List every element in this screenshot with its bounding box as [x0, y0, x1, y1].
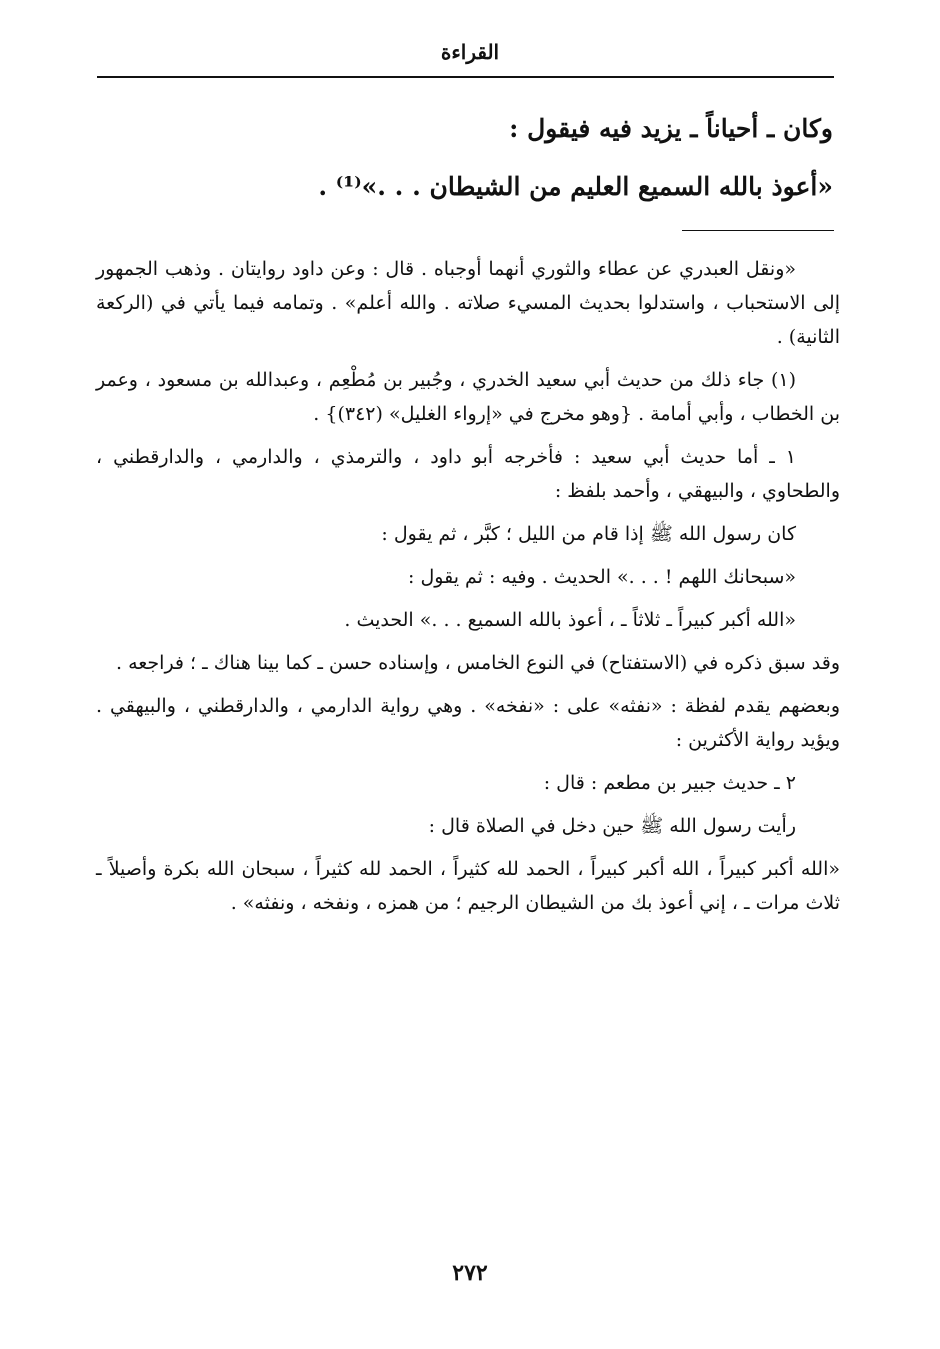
footnote-paragraph: ١ ـ أما حديث أبي سعيد : فأخرجه أبو داود ، والترمذي ، والدارمي ، والدارقطني ، والطحاوي ، والبيهقي ، وأحمد بلفظ :: [96, 446, 840, 502]
footnote-paragraph: «سبحانك اللهم ! . . .» الحديث . وفيه : ثم يقول :: [408, 566, 796, 588]
main-text-line: «أعوذ بالله السميع العليم من الشيطان . . .»⁽¹⁾ .: [318, 172, 833, 201]
footnote-paragraph: «الله أكبر كبيراً ، الله أكبر كبيراً ، الحمد لله كثيراً ، الحمد لله كثيراً ، سبحان الله بكرة وأصيلاً ـ ثلاث مرات ـ ، إني أعوذ بك من الشيطان الرجيم ؛ من همزه ، ونفخه ، ونفثه» .: [96, 858, 840, 914]
footnote-paragraph: «الله أكبر كبيراً ـ ثلاثاً ـ ، أعوذ بالله السميع . . .» الحديث .: [344, 609, 796, 631]
footnote-separator: [682, 230, 834, 231]
footnote-paragraph: (١) جاء ذلك من حديث أبي سعيد الخدري ، وجُبير بن مُطْعِم ، وعبدالله بن مسعود ، وعمر بن الخطاب ، وأبي أمامة . {وهو مخرج في «إرواء الغليل» (٣٤٢)} .: [96, 369, 840, 425]
footnote-paragraph: وقد سبق ذكره في (الاستفتاح) في النوع الخامس ، وإسناده حسن ـ كما بينا هناك ـ ؛ فراجعه .: [115, 652, 840, 674]
main-text: [150, 100, 833, 216]
footnote-paragraph: ٢ ـ حديث جبير بن مطعم : قال :: [543, 772, 796, 794]
footnote-paragraph: رأيت رسول الله ﷺ حين دخل في الصلاة قال :: [428, 815, 796, 837]
footnote-paragraph: كان رسول الله ﷺ إذا قام من الليل ؛ كبَّر ، ثم يقول :: [381, 523, 796, 545]
footnote-paragraph: وبعضهم يقدم لفظة : «نفثه» على : «نفخه» . وهي رواية الدارمي ، والدارقطني ، والبيهقي . ويؤيد رواية الأكثرين :: [96, 695, 840, 751]
main-text-line: وكان ـ أحياناً ـ يزيد فيه فيقول :: [509, 114, 833, 143]
running-header-title: القراءة: [440, 40, 500, 64]
footnote-paragraph: «ونقل العبدري عن عطاء والثوري أنهما أوجباه . قال : وعن داود روايتان . وذهب الجمهور إلى الاستحباب ، واستدلوا بحديث المسيء صلاته . والله أعلم» . وتمامه فيما يأتي في (الركعة الثانية) .: [96, 258, 840, 348]
page-number: ٢٧٢: [452, 1260, 488, 1286]
footnotes: [96, 252, 840, 929]
header-rule: [97, 76, 834, 78]
